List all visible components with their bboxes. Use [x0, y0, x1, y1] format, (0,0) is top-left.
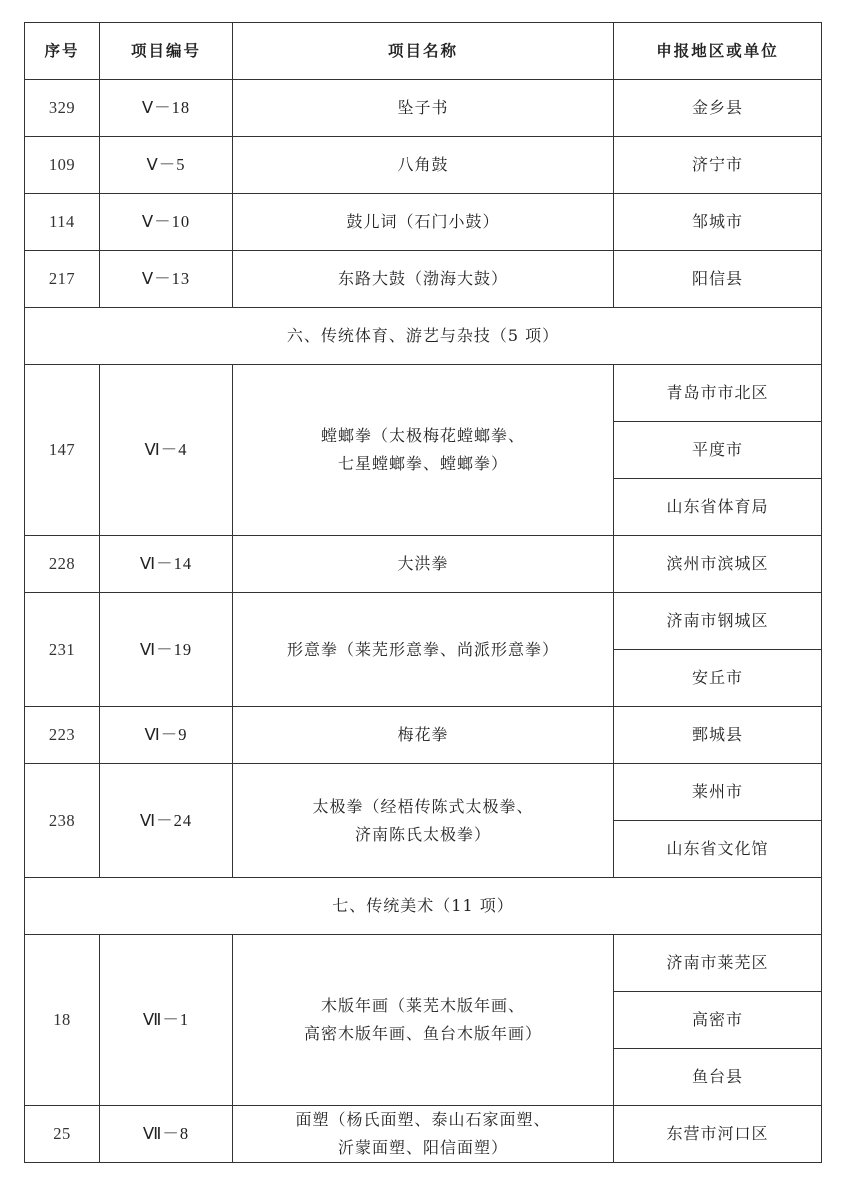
header-name: 项目名称	[233, 23, 614, 80]
code-cell: Ⅵ－4	[100, 365, 233, 536]
region-cell: 邹城市	[614, 194, 822, 251]
region-cell: 安丘市	[614, 650, 822, 707]
name-cell: 大洪拳	[233, 536, 614, 593]
code-cell: Ⅵ－24	[100, 764, 233, 878]
seq-cell: 228	[25, 536, 100, 593]
header-row	[25, 23, 822, 80]
table-row	[25, 194, 822, 251]
header-code: 项目编号	[100, 23, 233, 80]
header-region: 申报地区或单位	[614, 23, 822, 80]
table-row	[25, 251, 822, 308]
seq-cell: 223	[25, 707, 100, 764]
region-cell: 鄄城县	[614, 707, 822, 764]
seq-cell: 238	[25, 764, 100, 878]
code-cell: Ⅴ－13	[100, 251, 233, 308]
section-title: 六、传统体育、游艺与杂技（5 项）	[25, 308, 822, 365]
name-cell: 八角鼓	[233, 137, 614, 194]
code-cell: Ⅴ－5	[100, 137, 233, 194]
table-row	[25, 536, 822, 593]
region-cell: 青岛市市北区	[614, 365, 822, 422]
table-row	[25, 137, 822, 194]
name-cell: 梅花拳	[233, 707, 614, 764]
region-cell: 莱州市	[614, 764, 822, 821]
name-cell: 东路大鼓（渤海大鼓）	[233, 251, 614, 308]
name-cell: 鼓儿词（石门小鼓）	[233, 194, 614, 251]
seq-cell: 109	[25, 137, 100, 194]
code-cell: Ⅴ－18	[100, 80, 233, 137]
code-cell: Ⅶ－1	[100, 935, 233, 1106]
code-cell: Ⅵ－19	[100, 593, 233, 707]
region-cell: 济宁市	[614, 137, 822, 194]
region-cell: 阳信县	[614, 251, 822, 308]
heritage-table	[24, 22, 822, 1163]
region-cell: 平度市	[614, 422, 822, 479]
table-row	[25, 764, 822, 821]
region-cell: 滨州市滨城区	[614, 536, 822, 593]
region-cell: 山东省体育局	[614, 479, 822, 536]
seq-cell: 25	[25, 1106, 100, 1163]
name-cell: 木版年画（莱芜木版年画、 高密木版年画、鱼台木版年画）	[233, 935, 614, 1106]
section-row	[25, 308, 822, 365]
table-row	[25, 365, 822, 422]
table-row	[25, 593, 822, 650]
code-cell: Ⅵ－9	[100, 707, 233, 764]
region-cell: 济南市莱芜区	[614, 935, 822, 992]
seq-cell: 217	[25, 251, 100, 308]
name-cell: 太极拳（经梧传陈式太极拳、 济南陈氏太极拳）	[233, 764, 614, 878]
code-cell: Ⅴ－10	[100, 194, 233, 251]
region-cell: 济南市钢城区	[614, 593, 822, 650]
name-cell: 坠子书	[233, 80, 614, 137]
region-cell: 东营市河口区	[614, 1106, 822, 1163]
section-title: 七、传统美术（11 项）	[25, 878, 822, 935]
code-cell: Ⅶ－8	[100, 1106, 233, 1163]
section-row	[25, 878, 822, 935]
name-cell: 形意拳（莱芜形意拳、尚派形意拳）	[233, 593, 614, 707]
seq-cell: 329	[25, 80, 100, 137]
table-row	[25, 935, 822, 992]
table-row	[25, 707, 822, 764]
header-seq: 序号	[25, 23, 100, 80]
seq-cell: 114	[25, 194, 100, 251]
code-cell: Ⅵ－14	[100, 536, 233, 593]
name-cell: 螳螂拳（太极梅花螳螂拳、 七星螳螂拳、螳螂拳）	[233, 365, 614, 536]
region-cell: 鱼台县	[614, 1049, 822, 1106]
seq-cell: 231	[25, 593, 100, 707]
seq-cell: 18	[25, 935, 100, 1106]
region-cell: 山东省文化馆	[614, 821, 822, 878]
region-cell: 高密市	[614, 992, 822, 1049]
table-row	[25, 80, 822, 137]
region-cell: 金乡县	[614, 80, 822, 137]
seq-cell: 147	[25, 365, 100, 536]
name-cell: 面塑（杨氏面塑、泰山石家面塑、 沂蒙面塑、阳信面塑）	[233, 1106, 614, 1163]
table-row	[25, 1106, 822, 1163]
